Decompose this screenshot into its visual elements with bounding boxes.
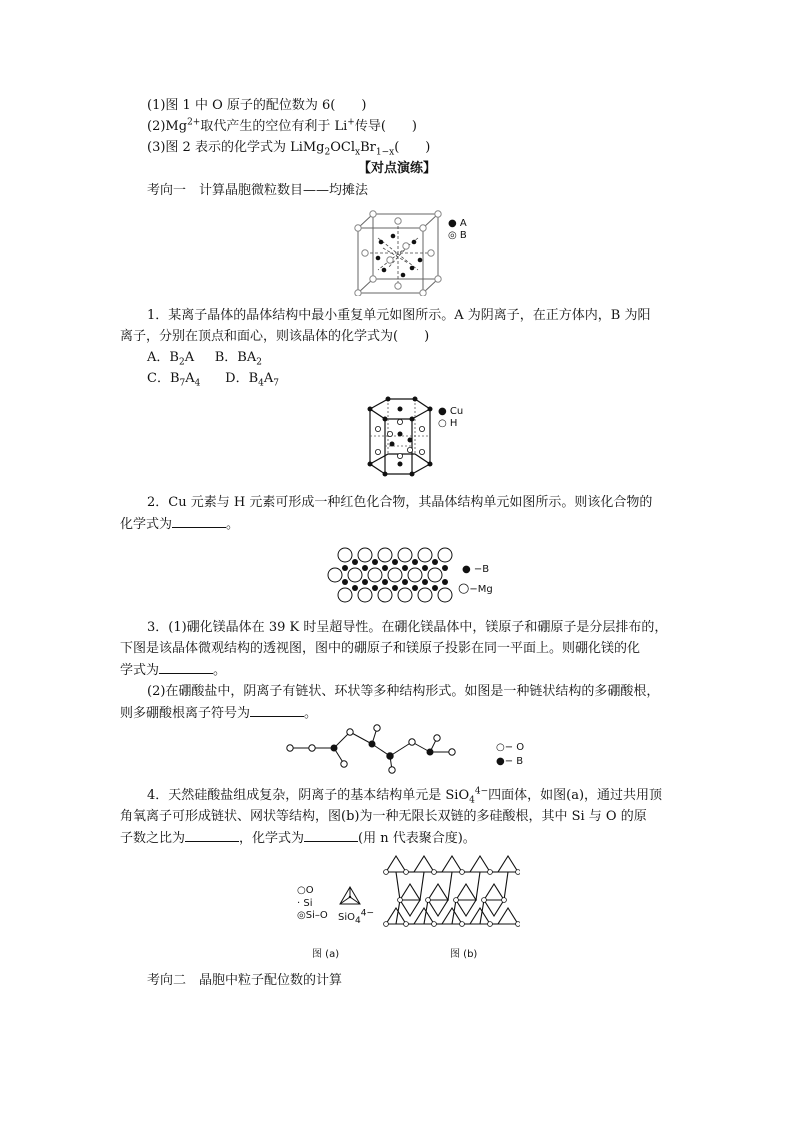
legend-b: ◎ B <box>448 230 467 241</box>
direction-2-heading: 考向二 晶胞中粒子配位数的计算 <box>147 973 343 988</box>
caption-b: 图 (b) <box>450 949 478 960</box>
legend-boron-2: ●− B <box>496 756 524 767</box>
option-d[interactable]: D．$B_4A_7$ <box>225 371 280 389</box>
problem-3-line3: 学式为 。 <box>120 663 227 678</box>
figure-borate-chain <box>282 722 482 774</box>
problem-4-line2: 角氧离子可形成链状、网状等结构，图(b)为一种无限长双链的多硅酸根，其中 Si 与 O 的原 <box>120 809 647 824</box>
problem-3-line4: (2)在硼酸盐中，阴离子有链状、环状等多种结构形式。如图是一种链状结构的多硼酸根， <box>147 684 660 699</box>
option-c[interactable]: C．$B_7A_4$ <box>147 371 201 389</box>
figure-silicate-double-chain <box>378 852 520 942</box>
caption-a: 图 (a) <box>312 949 340 960</box>
option-b[interactable]: B．$BA_2$ <box>214 350 262 368</box>
legend-a: ● A <box>448 218 467 229</box>
tetrahedron-icon <box>336 884 364 908</box>
answer-blank[interactable] <box>172 515 226 528</box>
problem-2-line1: 2．Cu 元素与 H 元素可形成一种红色化合物，其晶体结构单元如图所示。则该化合物的 <box>147 495 653 510</box>
tetrahedron-label: SiO$_4^{4-}$ <box>338 908 375 926</box>
problem-1-line2: 离子，分别在顶点和面心，则该晶体的化学式为( ) <box>120 329 430 344</box>
item-2: $(2)Mg^{2+}$取代产生的空位有利于 Li+传导( ) <box>147 117 417 134</box>
figure-hexagonal-cell <box>360 394 440 486</box>
answer-blank[interactable] <box>304 829 358 842</box>
answer-blank[interactable] <box>159 661 213 674</box>
problem-1-options-cd <box>147 370 279 388</box>
item-3: (3)图 2 表示的化学式为 $LiMg_2OCl_xBr_{1-x}$( ) <box>147 140 431 158</box>
legend-si-o: ◎Si–O <box>297 910 328 921</box>
legend-boron: ● −B <box>462 564 490 575</box>
option-a[interactable]: A．$B_2A$ <box>147 350 195 368</box>
item-1: (1)图 1 中 O 原子的配位数为 6( ) <box>147 98 367 113</box>
problem-1-options-ab <box>147 349 262 367</box>
direction-1-heading: 考向一 计算晶胞微粒数目——均摊法 <box>147 183 369 198</box>
problem-2-line2: 化学式为 。 <box>120 517 240 532</box>
figure-mgb2-layer <box>325 545 460 607</box>
legend-oxygen: ○− O <box>496 742 525 753</box>
problem-4-line3: 子数之比为 ，化学式为 (用 n 代表聚合度)。 <box>120 831 476 846</box>
legend-mg: ○−Mg <box>458 581 493 596</box>
legend-cu: ● Cu <box>438 406 464 417</box>
answer-blank[interactable] <box>250 704 304 717</box>
problem-1-line1: 1．某离子晶体的晶体结构中最小重复单元如图所示。A 为阴离子，在正方体内，B 为阳 <box>147 308 651 323</box>
legend-o: ○O <box>297 885 314 896</box>
problem-4-line1: 4．天然硅酸盐组成复杂，阴离子的基本结构单元是 SiO$_4^{4-}$四面体，如图(a)，通过共用顶 <box>147 786 663 806</box>
problem-3-line5: 则多硼酸根离子符号为 。 <box>120 706 318 721</box>
legend-si: · Si <box>297 898 313 909</box>
legend-h: ○ H <box>438 418 458 429</box>
problem-3-line2: 下图是该晶体微观结构的透视图，图中的硼原子和镁原子投影在同一平面上。则硼化镁的化 <box>120 641 641 656</box>
problem-3-line1: 3．(1)硼化镁晶体在 39 K 时呈超导性。在硼化镁晶体中，镁原子和硼原子是分层排布的， <box>147 620 668 635</box>
answer-blank[interactable] <box>185 829 239 842</box>
section-title: 【对点演练】 <box>357 161 436 176</box>
